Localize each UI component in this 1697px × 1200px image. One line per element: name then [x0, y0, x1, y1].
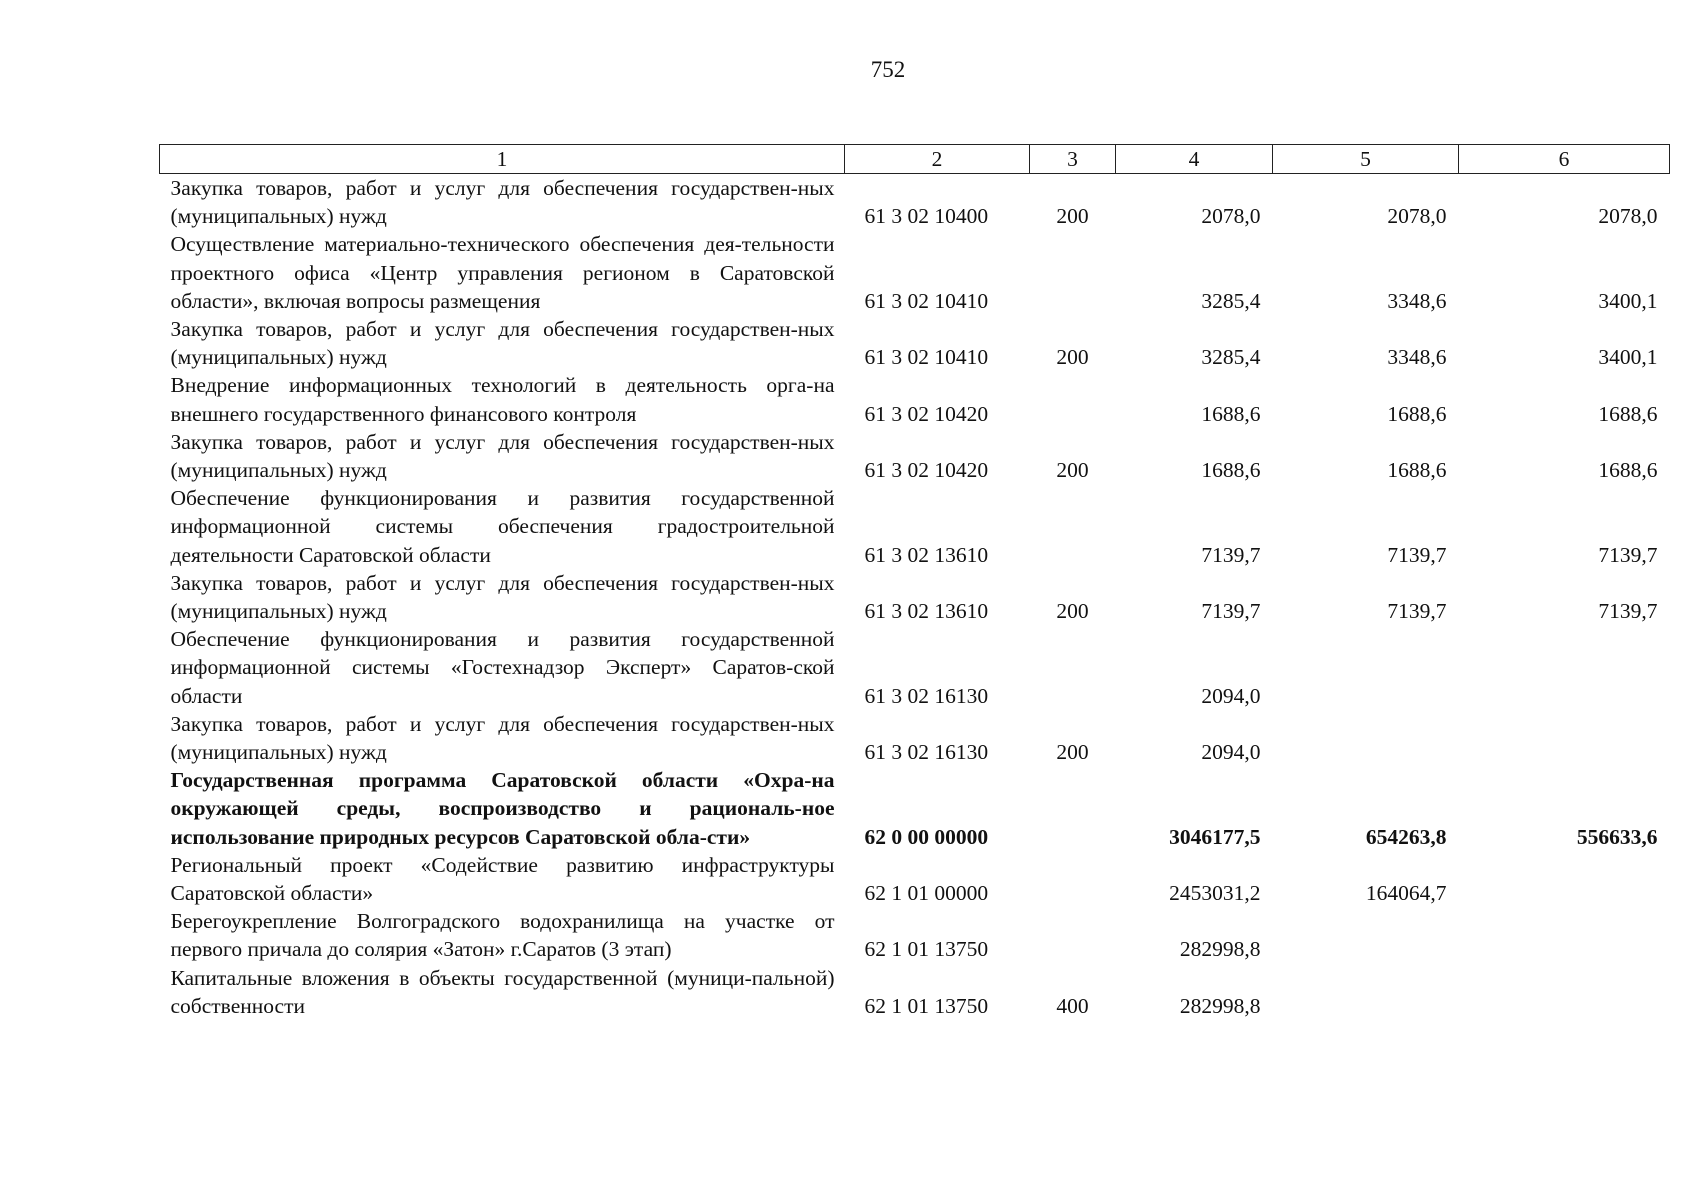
row-value-5-cell — [1273, 907, 1459, 963]
row-name-cell: Осуществление материально-технического обеспечения дея-тельности проектного офиса «Центр управления регионом в Саратовской области», включая вопросы размещения — [170, 232, 835, 313]
row-value-5-cell: 7139,7 — [1387, 542, 1447, 567]
row-value-5-cell: 2078,0 — [1387, 204, 1447, 229]
column-header-6: 6 — [1459, 145, 1670, 174]
row-value-4-cell: 3285,4 — [1201, 288, 1261, 313]
table-header-row — [160, 145, 1670, 174]
row-value-4-cell: 3046177,5 — [1169, 824, 1261, 849]
row-name-cell: Закупка товаров, работ и услуг для обеспечения государствен-ных (муниципальных) нужд — [170, 317, 835, 370]
row-value-4-cell: 1688,6 — [1201, 401, 1261, 426]
row-value-6-cell — [1459, 710, 1670, 766]
row-group-cell — [1030, 907, 1116, 963]
row-value-6-cell: 3400,1 — [1598, 345, 1658, 370]
row-value-5-cell: 1688,6 — [1387, 401, 1447, 426]
column-header-1: 1 — [160, 145, 845, 174]
row-value-6-cell — [1459, 907, 1670, 963]
row-name-cell: Закупка товаров, работ и услуг для обеспечения государствен-ных (муниципальных) нужд — [170, 711, 835, 765]
table-row — [160, 428, 1670, 484]
column-header-4: 4 — [1116, 145, 1273, 174]
row-group-cell: 200 — [1056, 345, 1089, 370]
row-value-4-cell: 1688,6 — [1201, 458, 1261, 483]
row-value-5-cell — [1273, 964, 1459, 1020]
row-value-6-cell: 556633,6 — [1576, 824, 1658, 849]
row-value-4-cell: 2094,0 — [1201, 740, 1261, 765]
table-row — [160, 766, 1670, 851]
row-value-4-cell: 282998,8 — [1179, 993, 1261, 1018]
row-value-5-cell — [1273, 710, 1459, 766]
row-group-cell — [1030, 230, 1116, 315]
row-name-cell: Закупка товаров, работ и услуг для обеспечения государствен-ных (муниципальных) нужд — [170, 429, 835, 483]
row-value-4-cell: 3285,4 — [1201, 345, 1261, 370]
row-code-cell: 61 3 02 16130 — [864, 740, 989, 765]
row-code-cell: 61 3 02 13610 — [864, 599, 989, 624]
table-row — [160, 174, 1670, 231]
row-group-cell: 200 — [1056, 740, 1089, 765]
row-code-cell: 62 0 00 00000 — [864, 824, 989, 849]
row-value-6-cell — [1459, 851, 1670, 907]
row-value-5-cell: 3348,6 — [1387, 345, 1447, 370]
row-group-cell: 200 — [1056, 599, 1089, 624]
column-header-5: 5 — [1273, 145, 1459, 174]
row-name-cell: Внедрение информационных технологий в деятельность орга-на внешнего государственного финансового контроля — [170, 373, 835, 426]
row-group-cell: 400 — [1056, 993, 1089, 1018]
table-row — [160, 315, 1670, 371]
row-group-cell — [1030, 484, 1116, 569]
table-row — [160, 710, 1670, 766]
row-group-cell — [1030, 766, 1116, 851]
table-row — [160, 569, 1670, 625]
row-value-4-cell: 2078,0 — [1201, 204, 1261, 229]
table-row — [160, 230, 1670, 315]
row-value-4-cell: 2453031,2 — [1169, 881, 1261, 906]
page-number: 752 — [870, 57, 906, 82]
row-value-5-cell: 164064,7 — [1365, 881, 1447, 906]
row-value-5-cell: 7139,7 — [1387, 599, 1447, 624]
row-name-cell: Закупка товаров, работ и услуг для обеспечения государствен-ных (муниципальных) нужд — [170, 570, 835, 624]
row-group-cell: 200 — [1056, 204, 1089, 229]
row-value-6-cell: 1688,6 — [1598, 401, 1658, 426]
row-code-cell: 61 3 02 10410 — [864, 345, 989, 370]
row-value-6-cell: 1688,6 — [1598, 458, 1658, 483]
row-code-cell: 61 3 02 10410 — [864, 288, 989, 313]
row-value-6-cell — [1459, 625, 1670, 710]
row-code-cell: 61 3 02 13610 — [864, 542, 989, 567]
row-code-cell: 62 1 01 13750 — [864, 993, 989, 1018]
row-group-cell — [1030, 371, 1116, 427]
row-code-cell: 61 3 02 10420 — [864, 401, 989, 426]
row-code-cell: 61 3 02 10400 — [864, 204, 989, 229]
table-row — [160, 851, 1670, 907]
row-name-cell: Региональный проект «Содействие развитию инфраструктуры Саратовской области» — [170, 852, 835, 906]
row-value-5-cell: 3348,6 — [1387, 288, 1447, 313]
row-name-cell: Закупка товаров, работ и услуг для обеспечения государствен-ных (муниципальных) нужд — [170, 176, 835, 229]
table-body — [160, 174, 1670, 1021]
row-code-cell: 62 1 01 13750 — [864, 937, 989, 962]
row-value-5-cell: 1688,6 — [1387, 458, 1447, 483]
row-value-4-cell: 282998,8 — [1179, 937, 1261, 962]
row-name-cell: Берегоукрепление Волгоградского водохранилища на участке от первого причала до солярия «Затон» г.Саратов (3 этап) — [170, 909, 835, 962]
row-value-4-cell: 7139,7 — [1201, 599, 1261, 624]
row-value-5-cell: 654263,8 — [1365, 824, 1447, 849]
column-header-3: 3 — [1030, 145, 1116, 174]
row-name-cell: Капитальные вложения в объекты государственной (муници-пальной) собственности — [170, 965, 835, 1018]
row-value-6-cell: 7139,7 — [1598, 542, 1658, 567]
row-group-cell: 200 — [1056, 458, 1089, 483]
row-value-6-cell — [1459, 964, 1670, 1020]
row-name-cell: Государственная программа Саратовской области «Охра-на окружающей среды, воспроизводство и рациональ-ное использование природных ресурсов Саратовской обла-сти» — [170, 768, 835, 849]
row-value-6-cell: 2078,0 — [1598, 204, 1658, 229]
row-group-cell — [1030, 625, 1116, 710]
row-name-cell: Обеспечение функционирования и развития государственной информационной системы «Гостехнадзор Эксперт» Саратов-ской области — [170, 627, 835, 708]
table-row — [160, 484, 1670, 569]
row-code-cell: 61 3 02 16130 — [864, 683, 989, 708]
table-row — [160, 964, 1670, 1020]
row-group-cell — [1030, 851, 1116, 907]
row-code-cell: 62 1 01 00000 — [864, 881, 989, 906]
row-value-6-cell: 3400,1 — [1598, 288, 1658, 313]
budget-table — [159, 144, 1670, 1020]
row-value-4-cell: 7139,7 — [1201, 542, 1261, 567]
row-code-cell: 61 3 02 10420 — [864, 458, 989, 483]
row-name-cell: Обеспечение функционирования и развития государственной информационной системы обеспечения градостроительной деятельности Саратовской области — [170, 486, 835, 567]
row-value-5-cell — [1273, 625, 1459, 710]
table-row — [160, 907, 1670, 963]
table-row — [160, 371, 1670, 427]
column-header-2: 2 — [845, 145, 1030, 174]
row-value-4-cell: 2094,0 — [1201, 683, 1261, 708]
row-value-6-cell: 7139,7 — [1598, 599, 1658, 624]
table-row — [160, 625, 1670, 710]
